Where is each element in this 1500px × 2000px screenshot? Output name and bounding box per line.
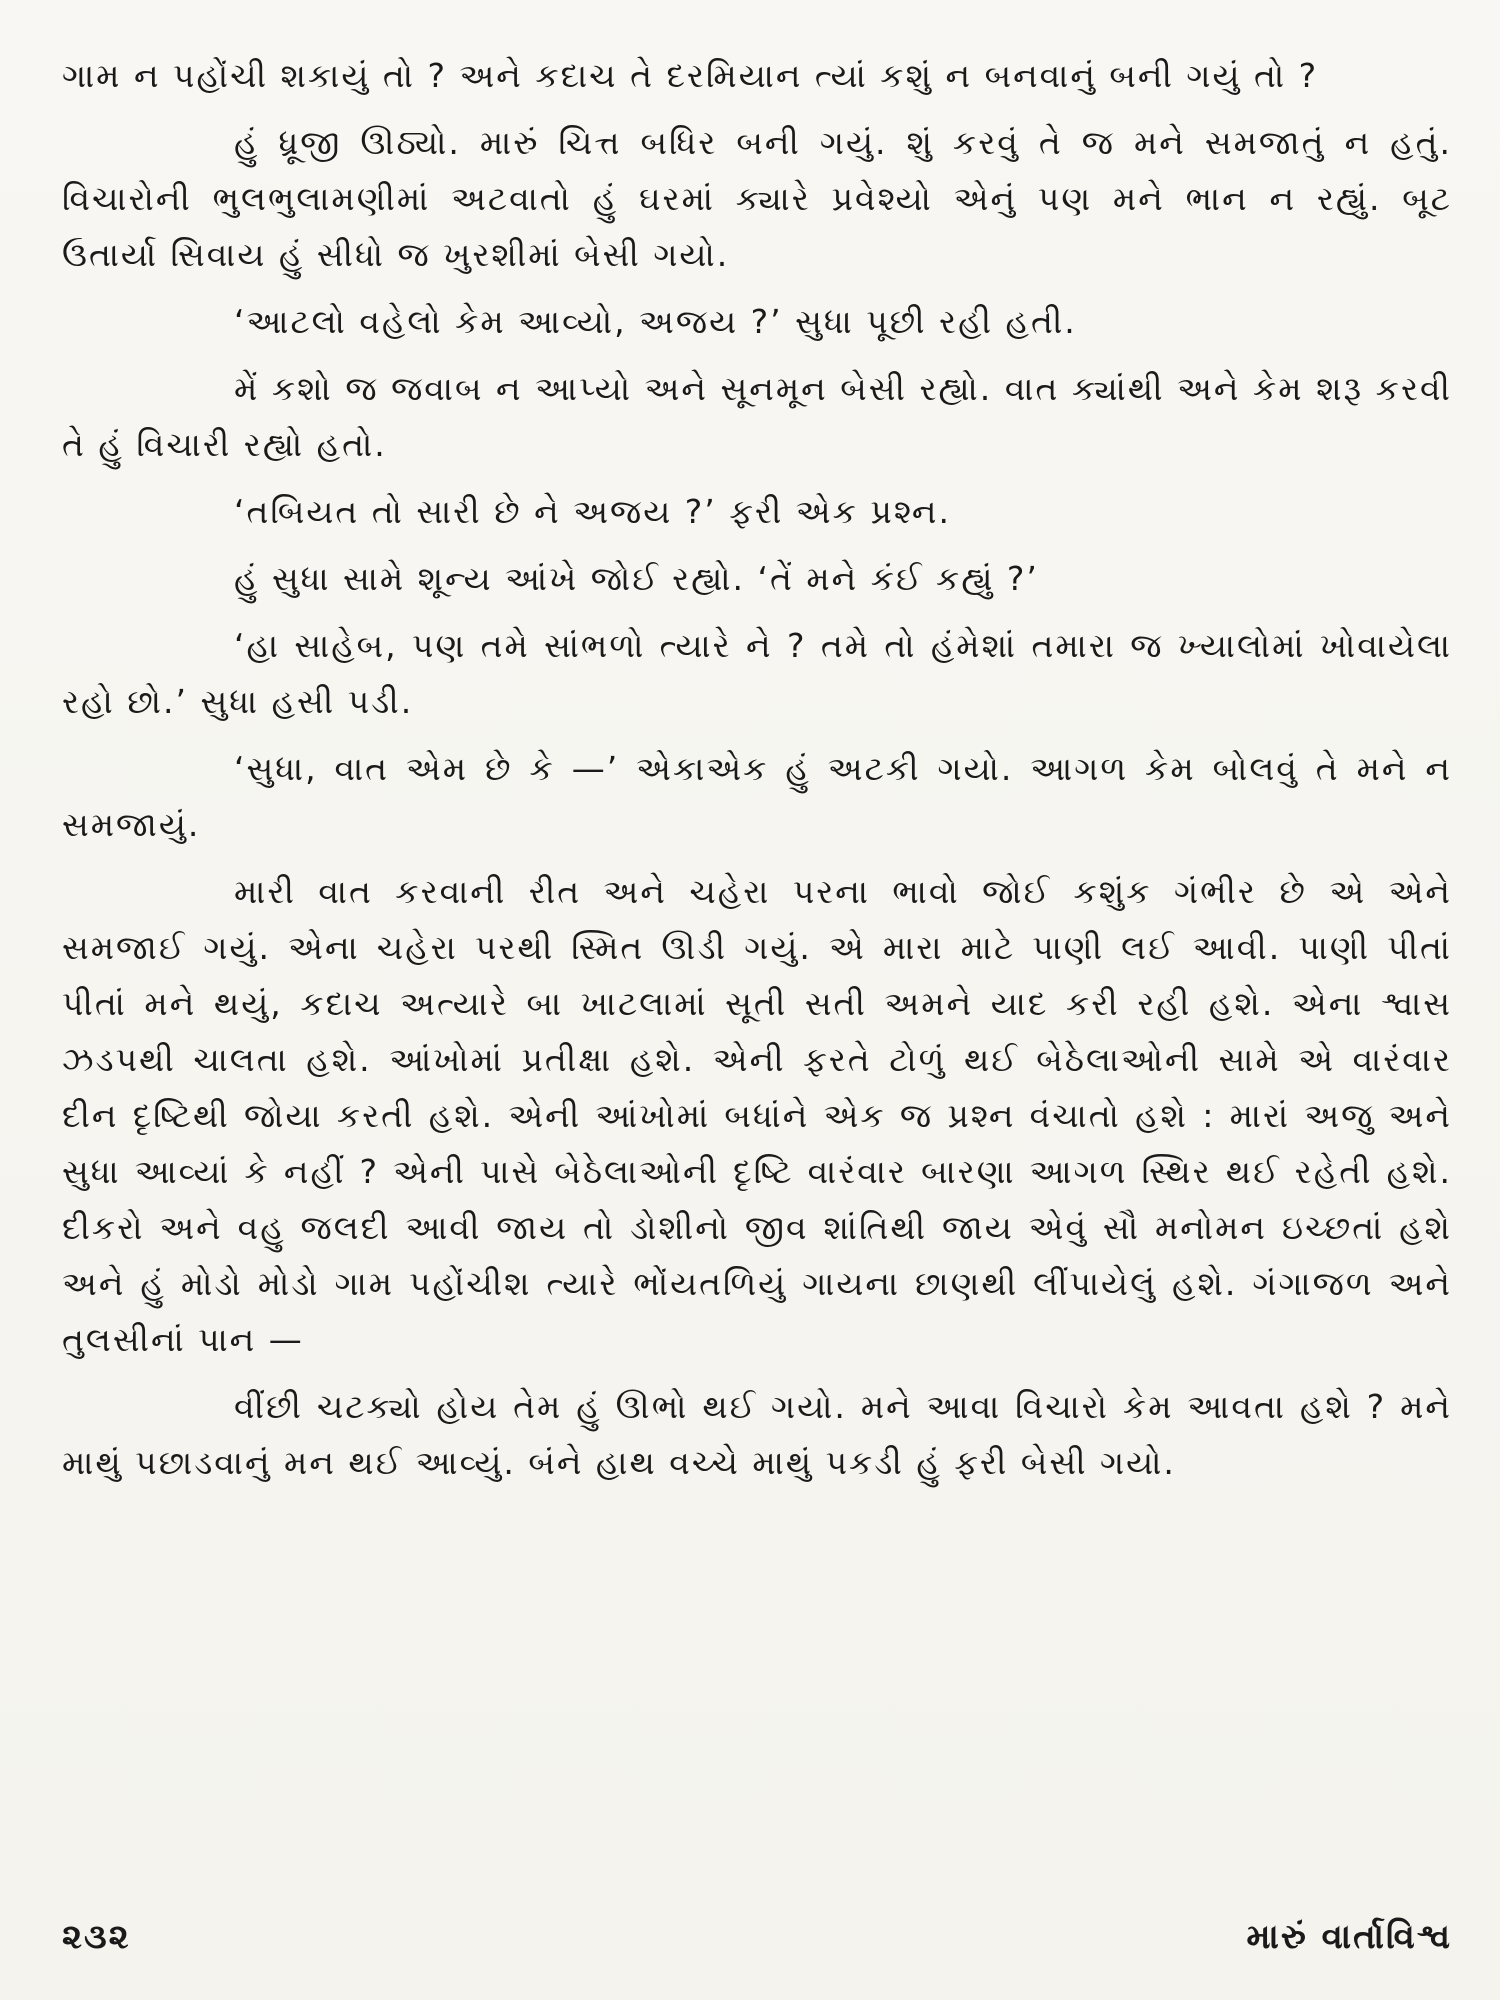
paragraph: મારી વાત કરવાની રીત અને ચહેરા પરના ભાવો જોઈ કશુંક ગંભીર છે એ એને સમજાઈ ગયું. એના ચહેરા પરથી સ્મિત ઊડી ગયું. એ મારા માટે પાણી લઈ આવી. પાણી પીતાં પીતાં મને થયું, કદાચ અત્યારે બા ખાટલામાં સૂતી સતી અમને યાદ કરી રહી હશે. એના શ્વાસ ઝડપથી ચાલતા હશે. આંખોમાં પ્રતીક્ષા હશે. એની ફરતે ટોળું થઈ બેઠેલાઓની સામે એ વારંવાર દીન દૃષ્ટિથી જોયા કરતી હશે. એની આંખોમાં બધાંને એક જ પ્રશ્ન વંચાતો હશે : મારાં અજુ અને સુધા આવ્યાં કે નહીં ? એની પાસે બેઠેલાઓની દૃષ્ટિ વારંવાર બારણા આગળ સ્થિર થઈ રહેતી હશે. દીકરો અને વહુ જલદી આવી જાય તો ડોશીનો જીવ શાંતિથી જાય એવું સૌ મનોમન ઇચ્છતાં હશે અને હું મોડો મોડો ગામ પહોંચીશ ત્યારે ભોંયતળિયું ગાયના છાણથી લીંપાયેલું હશે. ગંગાજળ અને તુલસીનાં પાન — (62, 872, 1452, 1359)
paragraph: હું ધ્રૂજી ઊઠ્યો. મારું ચિત્ત બધિર બની ગયું. શું કરવું તે જ મને સમજાતું ન હતું. વિચારોની ભુલભુલામણીમાં અટવાતો હું ઘરમાં ક્યારે પ્રવેશ્યો એનું પણ મને ભાન ન રહ્યું. બૂટ ઉતાર્યા સિવાય હું સીધો જ ખુરશીમાં બેસી ગયો. (62, 123, 1452, 274)
paragraph: ગામ ન પહોંચી શકાયું તો ? અને કદાચ તે દરમિયાન ત્યાં કશું ન બનવાનું બની ગયું તો ? (62, 56, 1319, 95)
book-title: મારું વાર્તાવિશ્વ (1246, 1917, 1452, 1957)
paragraph: મેં કશો જ જવાબ ન આપ્યો અને સૂનમૂન બેસી રહ્યો. વાત ક્યાંથી અને કેમ શરૂ કરવી તે હું વિચારી રહ્યો હતો. (62, 369, 1452, 464)
body-text (62, 48, 1452, 1502)
paragraph: વીંછી ચટક્યો હોય તેમ હું ઊભો થઈ ગયો. મને આવા વિચારો કેમ આવતા હશે ? મને માથું પછાડવાનું મન થઈ આવ્યું. બંને હાથ વચ્ચે માથું પકડી હું ફરી બેસી ગયો. (62, 1387, 1452, 1482)
paragraph: ‘હા સાહેબ, પણ તમે સાંભળો ત્યારે ને ? તમે તો હંમેશાં તમારા જ ખ્યાલોમાં ખોવાયેલા રહો છો.’ સુધા હસી પડી. (62, 626, 1452, 721)
paragraph: ‘તબિયત તો સારી છે ને અજય ?’ ફરી એક પ્રશ્ન. (234, 492, 951, 531)
page-number: ૨૩૨ (62, 1917, 131, 1957)
paragraph: ‘સુધા, વાત એમ છે કે —’ એકાએક હું અટકી ગયો. આગળ કેમ બોલવું તે મને ન સમજાયું. (62, 749, 1452, 844)
paragraph: હું સુધા સામે શૂન્ય આંખે જોઈ રહ્યો. ‘તેં મને કંઈ કહ્યું ?’ (234, 559, 1039, 598)
paragraph: ‘આટલો વહેલો કેમ આવ્યો, અજય ?’ સુધા પૂછી રહી હતી. (234, 302, 1077, 341)
page-footer (62, 1912, 1452, 1962)
